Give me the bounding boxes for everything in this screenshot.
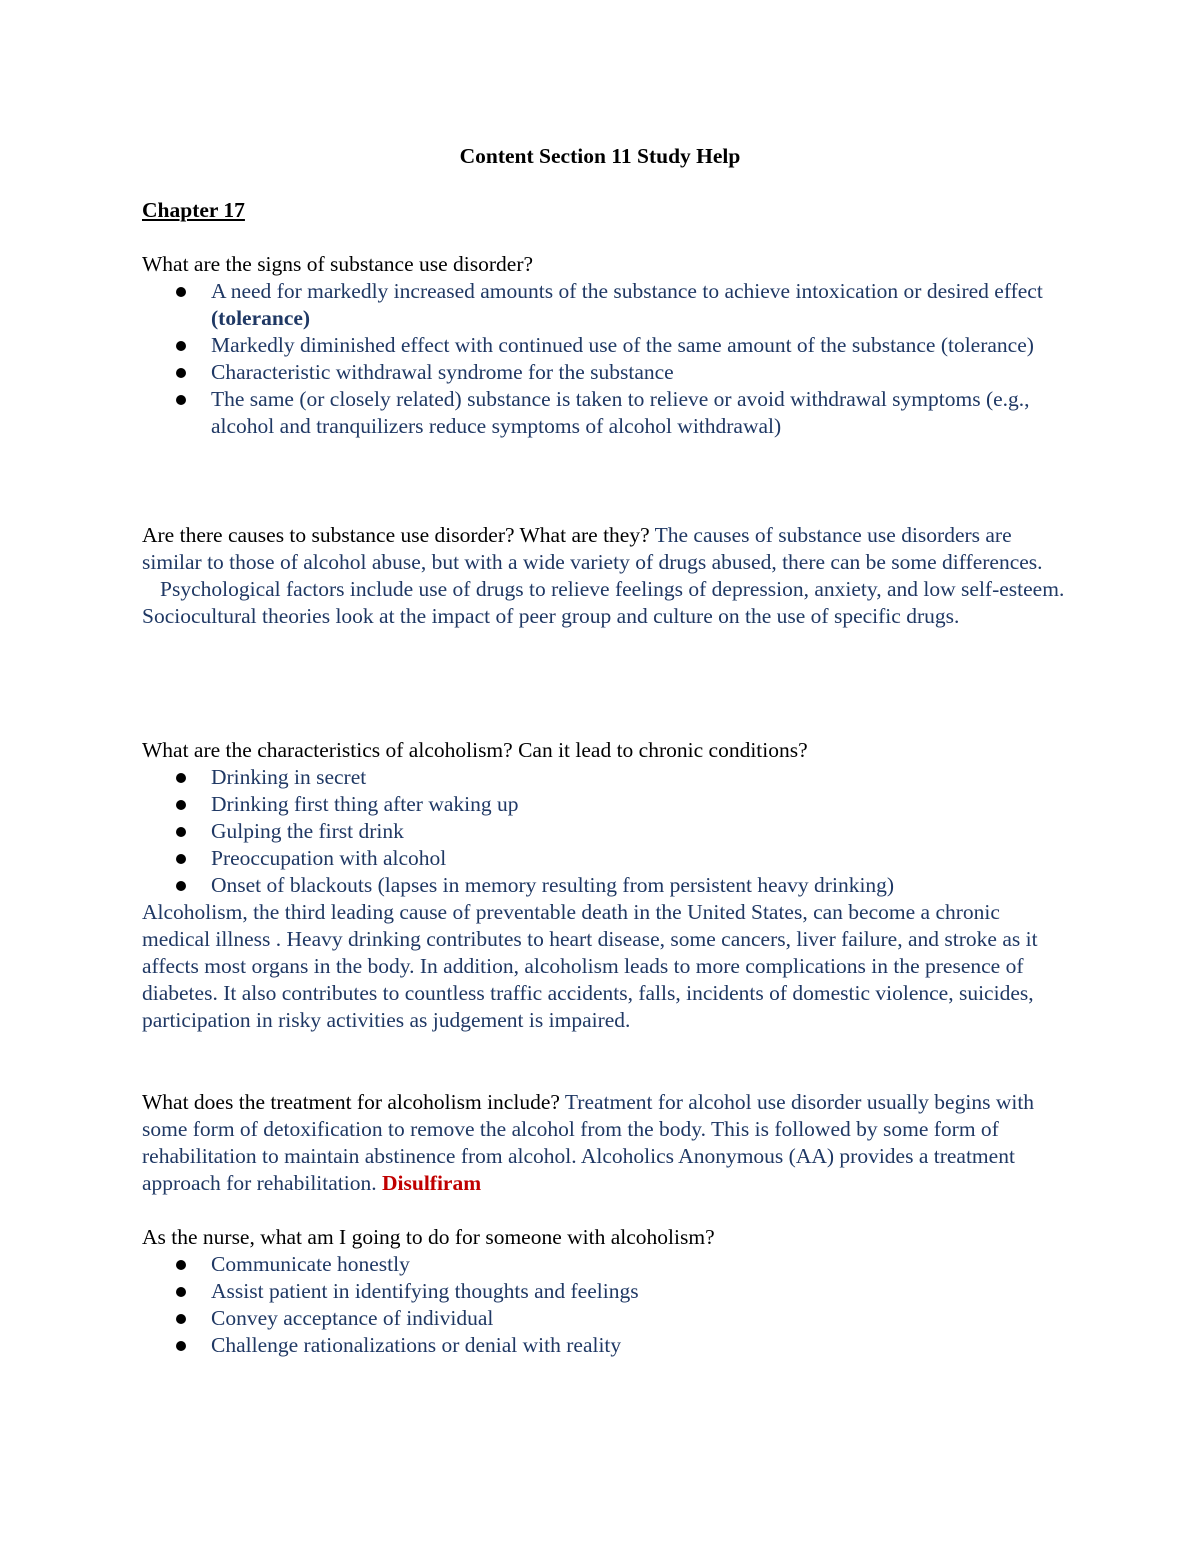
question-treatment: What does the treatment for alcoholism include? Treatment for alcohol use disorder usually begins with some form of detoxification to remove the alcohol from the body. This is followed by some form of rehabilitation to maintain abstinence from alcohol. Alcoholics Anonymous (AA) provides a treatment approach for rehabilitation. Disulfiram [142,1090,1035,1195]
characteristics-list [142,764,1072,899]
bullet-icon [176,800,186,810]
page-title: Content Section 11 Study Help [459,144,741,168]
list-item: Convey acceptance of individual [142,1305,1072,1332]
bullet-icon [176,368,186,378]
section-signs [142,251,1072,440]
nursing-list [142,1251,1072,1359]
section-characteristics [142,737,1072,1034]
bullet-icon [176,881,186,891]
list-item: Communicate honestly [142,1251,1072,1278]
list-item: Characteristic withdrawal syndrome for the substance [142,359,1072,386]
list-item: Preoccupation with alcohol [142,845,1072,872]
chapter-heading: Chapter 17 [142,198,245,222]
bullet-icon [176,827,186,837]
question-causes: Are there causes to substance use disorder? What are they? The causes of substance use disorders are similar to those of alcohol abuse, but with a wide variety of drugs abused, there can be some differences. [142,523,1043,574]
bullet-icon [176,287,186,297]
list-item: Gulping the first drink [142,818,1072,845]
list-item: A need for markedly increased amounts of the substance to achieve intoxication or desired effect (tolerance) [142,278,1072,332]
answer-treatment: Treatment for alcohol use disorder usually begins with some form of detoxification to remove the alcohol from the body. This is followed by some form of rehabilitation to maintain abstinence from alcohol. Alcoholics Anonymous (AA) provides a treatment approach for rehabilitation. [142,1090,1035,1195]
bullet-icon [176,1341,186,1351]
bullet-icon [176,395,186,405]
question-signs: What are the signs of substance use disorder? [142,252,534,276]
question-characteristics: What are the characteristics of alcoholism? Can it lead to chronic conditions? [142,738,808,762]
bullet-icon [176,1287,186,1297]
list-item: The same (or closely related) substance is taken to relieve or avoid withdrawal symptoms (e.g., alcohol and tranquilizers reduce symptoms of alcohol withdrawal) [142,386,1072,440]
list-item: Markedly diminished effect with continued use of the same amount of the substance (tolerance) [142,332,1072,359]
list-item: Drinking first thing after waking up [142,791,1072,818]
bullet-icon [176,341,186,351]
bullet-icon [176,1314,186,1324]
answer-causes-factors: Psychological factors include use of drugs to relieve feelings of depression, anxiety, and low self-esteem. Sociocultural theories look at the impact of peer group and culture on the use of specific drugs. [142,577,1065,628]
signs-list [142,278,1072,440]
answer-causes: The causes of substance use disorders are similar to those of alcohol abuse, but with a wide variety of drugs abused, there can be some differences. [142,523,1043,574]
list-item: Onset of blackouts (lapses in memory resulting from persistent heavy drinking) [142,872,1072,899]
answer-characteristics: Alcoholism, the third leading cause of preventable death in the United States, can become a chronic medical illness . Heavy drinking contributes to heart disease, some cancers, liver failure, and stroke as it affects most organs in the body. In addition, alcoholism leads to more complications in the presence of diabetes. It also contributes to countless traffic accidents, falls, incidents of domestic violence, suicides, participation in risky activities as judgement is impaired. [142,900,1038,1032]
list-item: Assist patient in identifying thoughts and feelings [142,1278,1072,1305]
bullet-icon [176,854,186,864]
question-nursing: As the nurse, what am I going to do for someone with alcoholism? [142,1225,715,1249]
bullet-icon [176,773,186,783]
list-item: Challenge rationalizations or denial with reality [142,1332,1072,1359]
list-item: Drinking in secret [142,764,1072,791]
highlight-disulfiram: Disulfiram [382,1171,482,1195]
section-causes [142,522,1072,630]
section-treatment [142,1089,1072,1197]
section-nursing [142,1224,1072,1359]
bullet-icon [176,1260,186,1270]
